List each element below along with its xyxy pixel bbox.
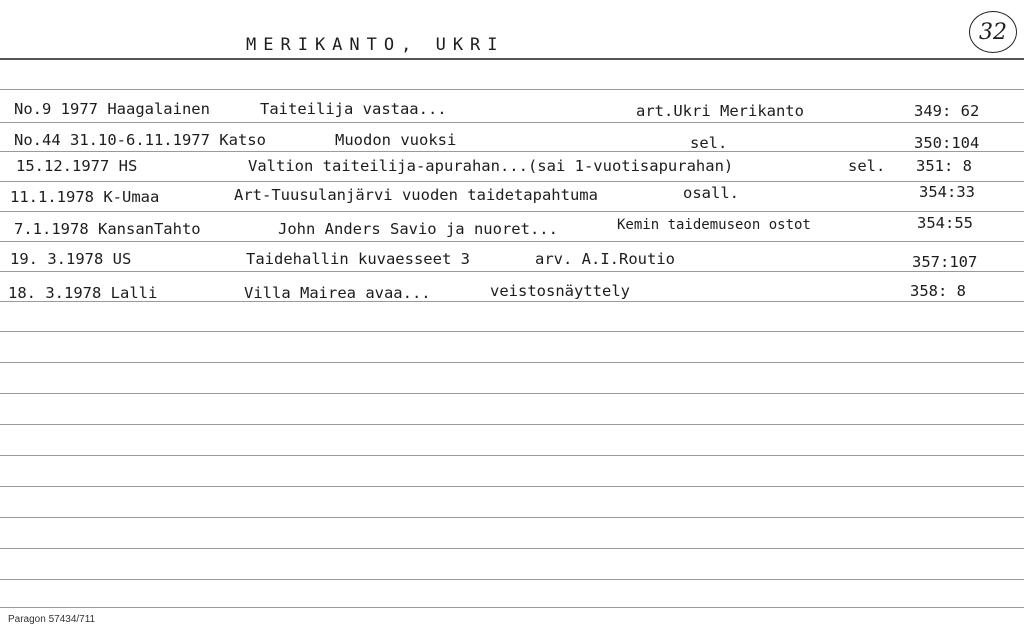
rule xyxy=(0,241,1024,242)
entry-source: 7.1.1978 KansanTahto xyxy=(14,220,201,238)
card-title: MERIKANTO, UKRI xyxy=(246,35,505,55)
entry-ref: 354:55 xyxy=(917,214,973,232)
entry-title: Valtion taiteilija-apurahan...(sai 1-vuotisapurahan) xyxy=(248,157,734,175)
entry-note: veistosnäyttely xyxy=(490,282,630,300)
entry-ref: 354:33 xyxy=(919,183,975,201)
header-rule xyxy=(0,58,1024,60)
entry-ref: 351: 8 xyxy=(916,157,972,175)
entry-ref: 357:107 xyxy=(912,253,978,271)
rule xyxy=(0,89,1024,90)
entry-source: No.9 1977 Haagalainen xyxy=(14,100,210,118)
rule xyxy=(0,181,1024,182)
entry-source: No.44 31.10-6.11.1977 Katso xyxy=(14,131,266,149)
rule xyxy=(0,393,1024,394)
card-number: 32 xyxy=(969,11,1017,53)
rule xyxy=(0,455,1024,456)
rule xyxy=(0,424,1024,425)
rule xyxy=(0,607,1024,608)
entry-note: arv. A.I.Routio xyxy=(535,250,675,268)
card-print-code: Paragon 57434/711 xyxy=(8,614,96,625)
entry-ref: 349: 62 xyxy=(914,102,980,120)
rule xyxy=(0,486,1024,487)
rule xyxy=(0,362,1024,363)
entry-note: osall. xyxy=(683,184,739,202)
entry-title: Taidehallin kuvaesseet 3 xyxy=(246,250,470,268)
rule xyxy=(0,331,1024,332)
rule xyxy=(0,271,1024,272)
entry-ref: 350:104 xyxy=(914,134,980,152)
entry-title: Muodon vuoksi xyxy=(335,131,457,149)
entry-source: 11.1.1978 K-Umaa xyxy=(10,188,160,206)
entry-title: John Anders Savio ja nuoret... xyxy=(278,220,558,238)
entry-ref: 358: 8 xyxy=(910,282,966,300)
entry-source: 18. 3.1978 Lalli xyxy=(8,284,158,302)
rule xyxy=(0,579,1024,580)
entry-note: Kemin taidemuseon ostot xyxy=(617,217,811,233)
entry-note: sel. xyxy=(848,157,886,175)
entry-title: Villa Mairea avaa... xyxy=(244,284,431,302)
entry-title: Art-Tuusulanjärvi vuoden taidetapahtuma xyxy=(234,186,598,204)
rule xyxy=(0,122,1024,123)
rule xyxy=(0,151,1024,152)
entry-source: 19. 3.1978 US xyxy=(10,250,132,268)
entry-source: 15.12.1977 HS xyxy=(16,157,138,175)
rule xyxy=(0,211,1024,212)
entry-note: art.Ukri Merikanto xyxy=(636,102,804,120)
rule xyxy=(0,548,1024,549)
entry-title: Taiteilija vastaa... xyxy=(260,100,447,118)
entry-note: sel. xyxy=(690,134,728,152)
rule xyxy=(0,517,1024,518)
